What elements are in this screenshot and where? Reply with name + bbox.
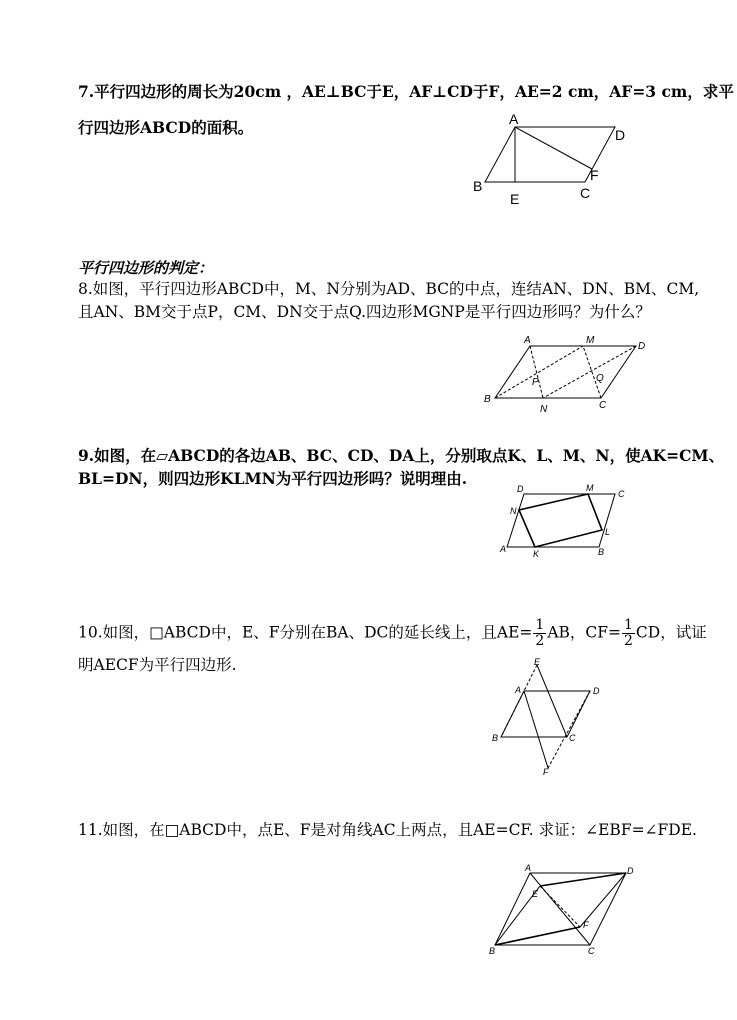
p9-label-C: C bbox=[618, 489, 625, 499]
p11-diagonal-AC bbox=[530, 873, 590, 945]
problem8-line2: 且AN、BM交于点P，CM、DN交于点Q.四边形MGNP是平行四边形吗？为什么？ bbox=[78, 303, 651, 321]
problem10-line1 bbox=[78, 618, 707, 649]
fraction-numerator: 1 bbox=[624, 617, 633, 633]
p8-label-B: B bbox=[484, 394, 491, 405]
problem9-figure bbox=[495, 480, 635, 560]
problem8-figure bbox=[480, 330, 655, 418]
problem10-fraction-2 bbox=[622, 618, 635, 649]
p8-label-Q: Q bbox=[596, 373, 604, 384]
p8-label-P: P bbox=[532, 377, 539, 388]
p11-label-B: B bbox=[489, 946, 496, 956]
p11-segment-ED bbox=[540, 873, 626, 886]
p7-label-C: C bbox=[580, 185, 591, 201]
problem9-line1: 9.如图，在▱ABCD的各边AB、BC、CD、DA上，分别取点K、L、M、N，使AK=CM、 bbox=[78, 446, 725, 465]
problem8-line1: 8.如图，平行四边形ABCD中，M、N分别为AD、BC的中点，连结AN、DN、BM、CM, bbox=[78, 280, 700, 298]
p7-label-B: B bbox=[473, 178, 483, 194]
p10-label-A: A bbox=[515, 685, 522, 695]
problem10-suffix: CD，试证 bbox=[635, 623, 707, 642]
p7-label-E: E bbox=[510, 191, 520, 207]
p9-quadrilateral-KLMN bbox=[519, 494, 602, 547]
p11-label-A: A bbox=[525, 863, 532, 873]
p11-label-D: D bbox=[627, 866, 634, 876]
problem7-line1: 7.平行四边形的周长为20cm ，AE⊥BC于E，AF⊥CD于F，AE=2 cm，AF=3 cm，求平 bbox=[78, 82, 734, 101]
problem10-line2: 明AECF为平行四边形. bbox=[78, 656, 237, 674]
p8-label-C: C bbox=[599, 400, 607, 411]
problem10-mid: AB，CF= bbox=[547, 623, 621, 642]
p10-label-C: C bbox=[569, 733, 576, 743]
problem11-line1: 11.如图，在□ABCD中，点E、F是对角线AC上两点，且AE=CF. 求证：∠EBF=∠FDE. bbox=[78, 821, 697, 839]
p9-label-L: L bbox=[605, 527, 611, 537]
p9-label-A: A bbox=[500, 544, 507, 554]
problem7-figure bbox=[465, 110, 635, 210]
p8-label-D: D bbox=[638, 341, 646, 352]
p9-label-K: K bbox=[533, 549, 540, 559]
p11-label-C: C bbox=[588, 946, 595, 956]
problem10-prefix: 10.如图，□ABCD中，E、F分别在BA、DC的延长线上，且AE= bbox=[78, 623, 533, 642]
p11-label-E: E bbox=[532, 889, 539, 899]
p10-label-D: D bbox=[593, 686, 600, 696]
p8-label-M: M bbox=[586, 335, 595, 346]
problem7-line2: 行四边形ABCD的面积。 bbox=[78, 118, 254, 137]
p8-segment-DN bbox=[543, 346, 636, 398]
problem11-figure bbox=[485, 860, 635, 960]
p8-segment-CM bbox=[583, 346, 601, 398]
problem10-fraction-1 bbox=[533, 618, 546, 649]
p7-label-F: F bbox=[590, 167, 599, 183]
p7-label-A: A bbox=[509, 111, 519, 127]
fraction-denominator: 2 bbox=[535, 633, 545, 649]
p9-label-M: M bbox=[586, 483, 594, 493]
problem10-figure bbox=[480, 655, 610, 775]
p10-label-E: E bbox=[534, 657, 541, 667]
p10-label-F: F bbox=[543, 767, 549, 777]
p8-label-N: N bbox=[540, 404, 548, 415]
p9-label-B: B bbox=[598, 547, 605, 557]
fraction-numerator: 1 bbox=[535, 617, 545, 633]
p8-segment-AN bbox=[530, 346, 543, 398]
p7-segment-AF bbox=[515, 127, 592, 169]
p10-segment-EC bbox=[537, 665, 567, 737]
p7-label-D: D bbox=[615, 127, 626, 143]
p8-parallelogram bbox=[495, 346, 636, 398]
problem9-line2: BL=DN，则四边形KLMN为平行四边形吗？说明理由. bbox=[78, 469, 468, 488]
p9-label-D: D bbox=[517, 484, 524, 494]
fraction-denominator: 2 bbox=[624, 633, 633, 649]
p8-segment-BM bbox=[495, 346, 583, 398]
p11-label-F: F bbox=[583, 920, 589, 930]
p8-label-A: A bbox=[524, 335, 531, 346]
p10-parallelogram bbox=[501, 691, 590, 737]
section-heading: 平行四边形的判定： bbox=[78, 259, 214, 277]
p9-label-N: N bbox=[510, 506, 517, 516]
p10-segment-AF bbox=[524, 691, 548, 768]
p10-label-B: B bbox=[492, 733, 499, 743]
p11-segment-BF bbox=[495, 927, 580, 945]
